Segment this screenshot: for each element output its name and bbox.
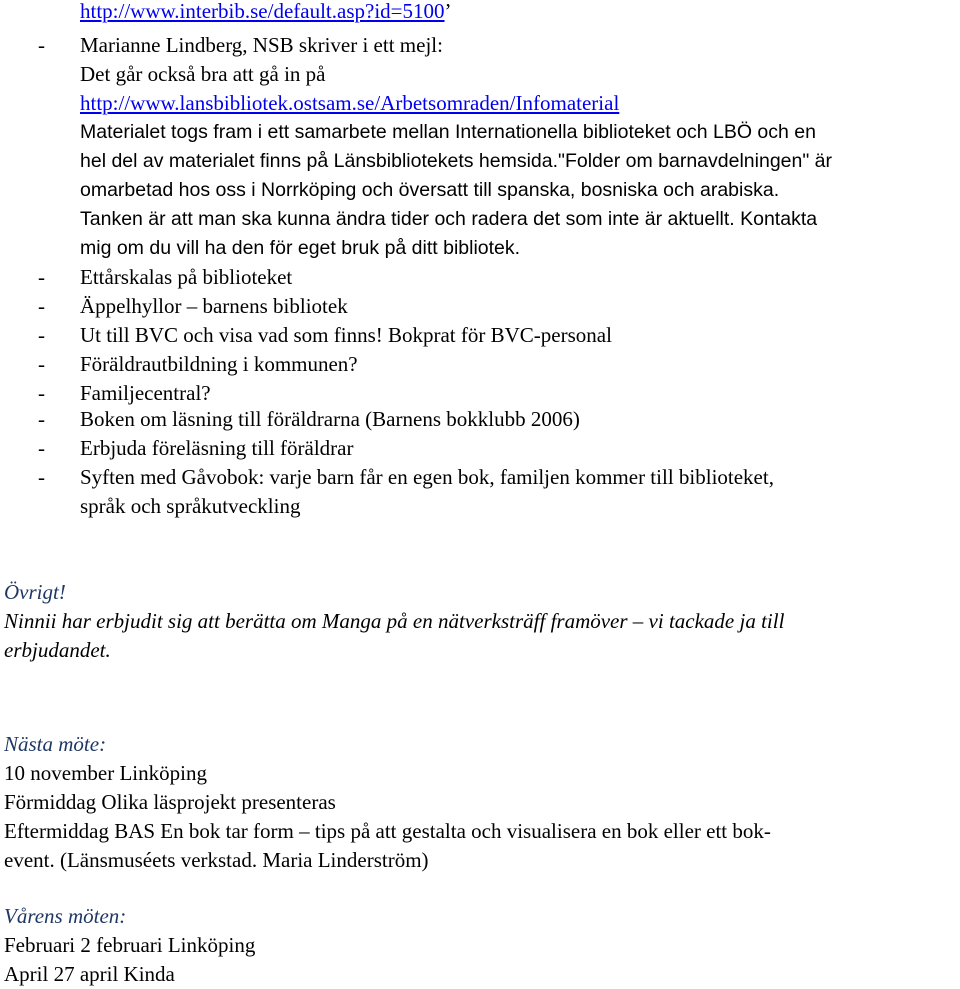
nasta-mote-line: Förmiddag Olika läsprojekt presenteras [4, 790, 336, 814]
paragraph-line: omarbetad hos oss i Norrköping och översatt till spanska, bosniska och arabiska. [80, 179, 780, 201]
list-item-continuation: språk och språkutveckling [80, 494, 301, 518]
list-dash: - [38, 33, 45, 57]
list-dash: - [38, 323, 45, 347]
paragraph-line: mig om du vill ha den för eget bruk på ditt bibliotek. [80, 237, 521, 259]
list-dash: - [38, 381, 45, 405]
interbib-link-line [80, 0, 452, 26]
list-item: Boken om läsning till föräldrarna (Barnens bokklubb 2006) [80, 407, 580, 431]
list-item: Syften med Gåvobok: varje barn får en egen bok, familjen kommer till biblioteket, [80, 465, 774, 489]
list-item: Ettårskalas på biblioteket [80, 265, 293, 289]
paragraph-line: Materialet togs fram i ett samarbete mellan Internationella biblioteket och LBÖ och en [80, 121, 816, 143]
list-dash: - [38, 465, 45, 489]
varens-moten-line: Februari 2 februari Linköping [4, 933, 256, 957]
list-item: Ut till BVC och visa vad som finns! Bokprat för BVC-personal [80, 323, 612, 347]
paragraph-line: hel del av materialet finns på Länsbibliotekets hemsida."Folder om barnavdelningen" är [80, 150, 833, 172]
lansbibliotek-link-line [80, 89, 619, 118]
list-item: Äppelhyllor – barnens bibliotek [80, 294, 348, 318]
list-item: Erbjuda föreläsning till föräldrar [80, 436, 354, 460]
nasta-mote-line: Eftermiddag BAS En bok tar form – tips på att gestalta och visualisera en bok eller ett bok- [4, 819, 771, 843]
list-item: Familjecentral? [80, 381, 211, 405]
list-dash: - [38, 294, 45, 318]
varens-moten-line: April 27 april Kinda [4, 962, 175, 986]
varens-moten-heading: Vårens möten: [4, 904, 127, 928]
ovrigt-text-line: erbjudandet. [4, 638, 111, 662]
list-dash: - [38, 407, 45, 431]
list-dash: - [38, 436, 45, 460]
interbib-link[interactable]: http://www.interbib.se/default.asp?id=5100 [80, 0, 445, 23]
marianne-item: Marianne Lindberg, NSB skriver i ett mejl: [80, 33, 443, 57]
list-item: Föräldrautbildning i kommunen? [80, 352, 358, 376]
nasta-mote-line: 10 november Linköping [4, 761, 207, 785]
nasta-mote-heading: Nästa möte: [4, 732, 107, 756]
ovrigt-text-line: Ninnii har erbjudit sig att berätta om Manga på en nätverksträff framöver – vi tackade ja till [4, 609, 785, 633]
link-suffix: ’ [444, 0, 452, 23]
paragraph-line: Tanken är att man ska kunna ändra tider och radera det som inte är aktuellt. Kontakta [80, 208, 818, 230]
lansbibliotek-link[interactable]: http://www.lansbibliotek.ostsam.se/Arbetsomraden/Infomaterial [80, 91, 620, 115]
list-dash: - [38, 265, 45, 289]
marianne-line2: Det går också bra att gå in på [80, 62, 326, 86]
nasta-mote-line: event. (Länsmuséets verkstad. Maria Linderström) [4, 848, 429, 872]
list-dash: - [38, 352, 45, 376]
ovrigt-heading: Övrigt! [4, 580, 66, 604]
